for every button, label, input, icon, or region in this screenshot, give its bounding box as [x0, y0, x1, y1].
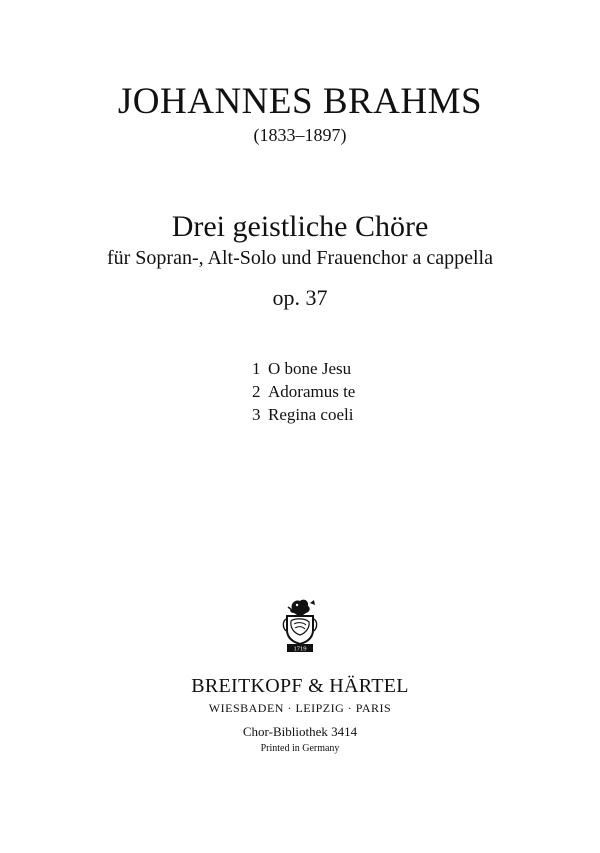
publisher-emblem-icon — [270, 597, 330, 653]
composer-dates: (1833–1897) — [253, 125, 347, 145]
catalog-number: Chor-Bibliothek 3414 — [242, 724, 358, 739]
movement-number: 2 — [252, 382, 261, 401]
work-subtitle: für Sopran-, Alt-Solo und Frauenchor a cappella — [106, 247, 493, 269]
movement-item — [252, 357, 355, 380]
movement-title: O bone Jesu — [268, 359, 352, 378]
movement-number: 3 — [252, 405, 261, 424]
movement-title: Regina coeli — [268, 405, 354, 424]
composer-name: JOHANNES BRAHMS — [117, 81, 483, 122]
movement-list — [252, 357, 355, 426]
movement-item — [252, 380, 355, 403]
opus-number: op. 37 — [272, 285, 328, 310]
publisher-name: BREITKOPF & HÄRTEL — [191, 675, 409, 697]
work-title: Drei geistliche Chöre — [171, 210, 429, 243]
emblem-year: 1719 — [293, 645, 307, 653]
printed-in: Printed in Germany — [260, 743, 340, 754]
movement-title: Adoramus te — [268, 382, 356, 401]
movement-number: 1 — [252, 359, 261, 378]
movement-item — [252, 403, 355, 426]
publisher-cities: WIESBADEN · LEIPZIG · PARIS — [208, 701, 392, 715]
